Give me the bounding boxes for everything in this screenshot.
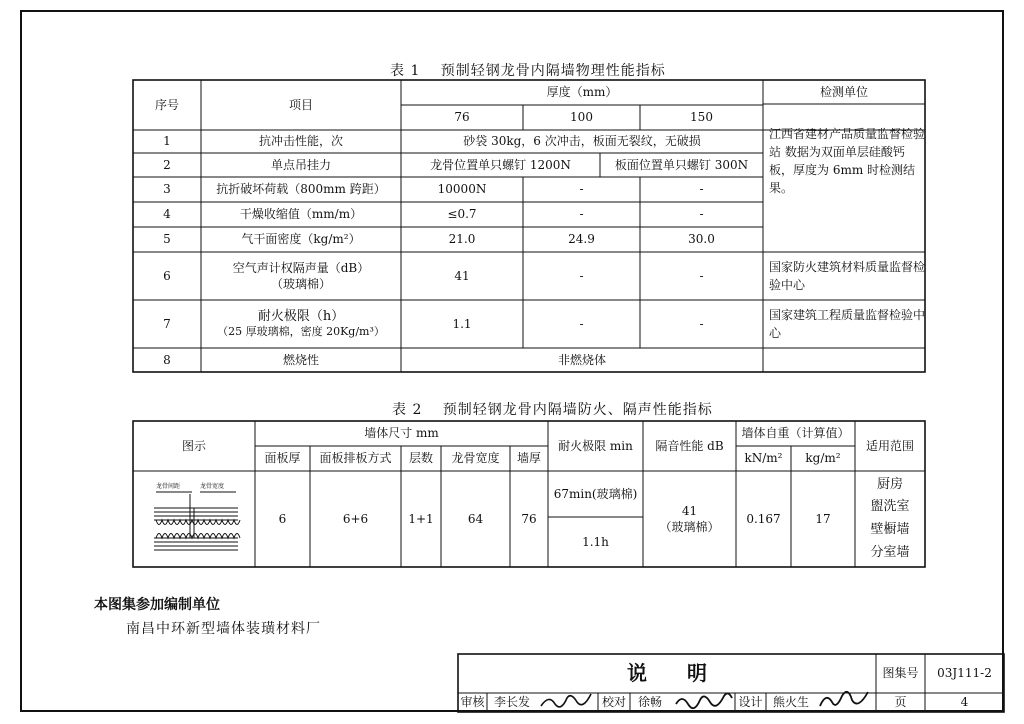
row5-v150: 30.0	[688, 232, 715, 247]
row1-item: 抗冲击性能，次	[258, 134, 343, 149]
row8-item: 燃烧性	[282, 352, 319, 367]
header-t76: 76	[454, 110, 470, 125]
row8-value: 非燃烧体	[557, 352, 606, 367]
t2-header-board-thick: 面板厚	[264, 451, 301, 466]
atlas-label: 图集号	[882, 666, 919, 681]
t2-header-kn: kN/m²	[744, 451, 783, 466]
row4-item: 干燥收缩值（mm/m）	[239, 207, 363, 222]
t2-header-sound: 隔音性能 dB	[655, 438, 724, 453]
header-t150: 150	[690, 110, 713, 125]
t2-layers: 1+1	[408, 511, 434, 526]
row5-item: 气干面密度（kg/m²）	[241, 232, 361, 247]
row7-item-line2: （25 厚玻璃棉，密度 20Kg/m³）	[217, 325, 385, 339]
row4-v150: -	[699, 207, 704, 222]
t2-header-scope: 适用范围	[865, 438, 914, 453]
row6-item-line2: （玻璃棉）	[270, 277, 331, 291]
header-unit: 检测单位	[819, 84, 868, 99]
check-label: 校对	[601, 695, 626, 710]
t2-header-kg: kg/m²	[805, 451, 841, 466]
t2-header-figure: 图示	[181, 438, 206, 453]
check-signature	[672, 690, 734, 712]
t2-scope	[855, 471, 925, 567]
row6-no: 6	[163, 268, 171, 283]
row3-no: 3	[163, 182, 171, 197]
table1-title: 表 1 预制轻钢龙骨内隔墙物理性能指标	[390, 63, 666, 79]
diagram-label-width: 龙骨宽度	[200, 483, 225, 490]
row6-item	[201, 252, 401, 300]
header-item: 项目	[288, 97, 313, 112]
design-label: 设计	[738, 695, 763, 710]
page-label: 页	[894, 695, 907, 710]
header-thickness: 厚度（mm）	[546, 85, 618, 100]
row3-v76: 10000N	[437, 182, 487, 197]
design-signature	[816, 688, 874, 712]
row5-no: 5	[163, 232, 171, 247]
row6-v150: -	[699, 268, 704, 283]
t2-header-fire: 耐火极限 min	[558, 438, 633, 453]
header-t100: 100	[570, 110, 593, 125]
unit-building: 国家建筑工程质量监督检验中心	[769, 308, 926, 340]
t2-wall-thick: 76	[521, 511, 537, 526]
t2-board-layout: 6+6	[342, 511, 369, 526]
page-number: 4	[960, 695, 969, 710]
t2-sound-note: （玻璃棉）	[659, 520, 720, 534]
participants-org: 南昌中环新型墙体装璜材料厂	[126, 621, 321, 637]
t2-weight-kg: 17	[815, 511, 831, 526]
scope-partition-wall: 分室墙	[870, 544, 910, 560]
unit-jiangxi: 江西省建材产品质量监督检验站 数据为双面单层硅酸钙板，厚度为 6mm 时检测结果。	[769, 127, 926, 195]
row3-v150: -	[699, 182, 704, 197]
row6-v76: 41	[454, 268, 470, 283]
t2-weight-kn: 0.167	[746, 511, 781, 526]
row3-v100: -	[579, 182, 584, 197]
diagram-label-spacing: 龙骨间距	[156, 483, 181, 490]
t2-header-layers: 层数	[408, 451, 433, 466]
t2-header-wall-size: 墙体尺寸 mm	[364, 426, 439, 441]
t2-sound	[643, 471, 736, 567]
review-signature	[537, 690, 597, 712]
check-name: 徐畅	[637, 695, 662, 710]
row5-v100: 24.9	[568, 232, 595, 247]
row7-v150: -	[699, 316, 704, 331]
row7-v100: -	[579, 316, 584, 331]
row4-no: 4	[163, 207, 171, 222]
row5-v76: 21.0	[448, 232, 476, 247]
row2-value-keel: 龙骨位置单只螺钉 1200N	[430, 157, 571, 172]
row7-item-line1: 耐火极限（h）	[257, 308, 345, 324]
t2-header-wall-thick: 墙厚	[516, 451, 541, 466]
row8-no: 8	[163, 352, 171, 367]
participants-heading: 本图集参加编制单位	[94, 597, 220, 613]
t2-keel-width: 64	[467, 511, 484, 526]
row6-item-line1: 空气声计权隔声量（dB）	[232, 260, 370, 275]
t2-fire-hours: 1.1h	[582, 534, 609, 549]
review-label: 审核	[460, 695, 485, 710]
row7-v76: 1.1	[452, 316, 472, 331]
row4-v100: -	[579, 207, 584, 222]
t2-fire-glasswool: 67min(玻璃棉)	[553, 486, 638, 501]
t2-header-board-layout: 面板排板方式	[319, 451, 392, 466]
wall-section-diagram	[150, 478, 242, 558]
scope-closet-wall: 壁橱墙	[870, 522, 910, 537]
row6-v100: -	[579, 268, 584, 283]
t2-header-keel-width: 龙骨宽度	[451, 451, 500, 466]
row3-item: 抗折破坏荷载（800mm 跨距）	[216, 182, 386, 197]
row1-value: 砂袋 30kg，6 次冲击，板面无裂纹，无破损	[463, 134, 701, 149]
table2-title: 表 2 预制轻钢龙骨内隔墙防火、隔声性能指标	[392, 402, 713, 418]
header-seq: 序号	[154, 97, 179, 112]
row2-item: 单点吊挂力	[270, 157, 331, 172]
scope-kitchen: 厨房	[876, 476, 903, 492]
t2-board-thick: 6	[278, 511, 287, 526]
scope-washroom: 盥洗室	[870, 499, 910, 515]
titleblock-title: 说 明	[627, 661, 707, 685]
row2-value-board: 板面位置单只螺钉 300N	[614, 157, 749, 172]
row4-v76: ≤0.7	[447, 207, 477, 222]
row1-no: 1	[163, 134, 171, 149]
row7-no: 7	[163, 316, 171, 331]
t2-header-self-weight: 墙体自重（计算值）	[741, 426, 850, 441]
atlas-number: 03J111-2	[937, 666, 992, 681]
row2-no: 2	[163, 157, 171, 172]
t2-sound-value: 41	[681, 503, 698, 518]
unit-fireproof: 国家防火建筑材料质量监督检验中心	[769, 260, 926, 292]
review-name: 李长发	[493, 695, 530, 710]
design-name: 熊火生	[772, 695, 809, 710]
row7-item	[201, 300, 401, 348]
